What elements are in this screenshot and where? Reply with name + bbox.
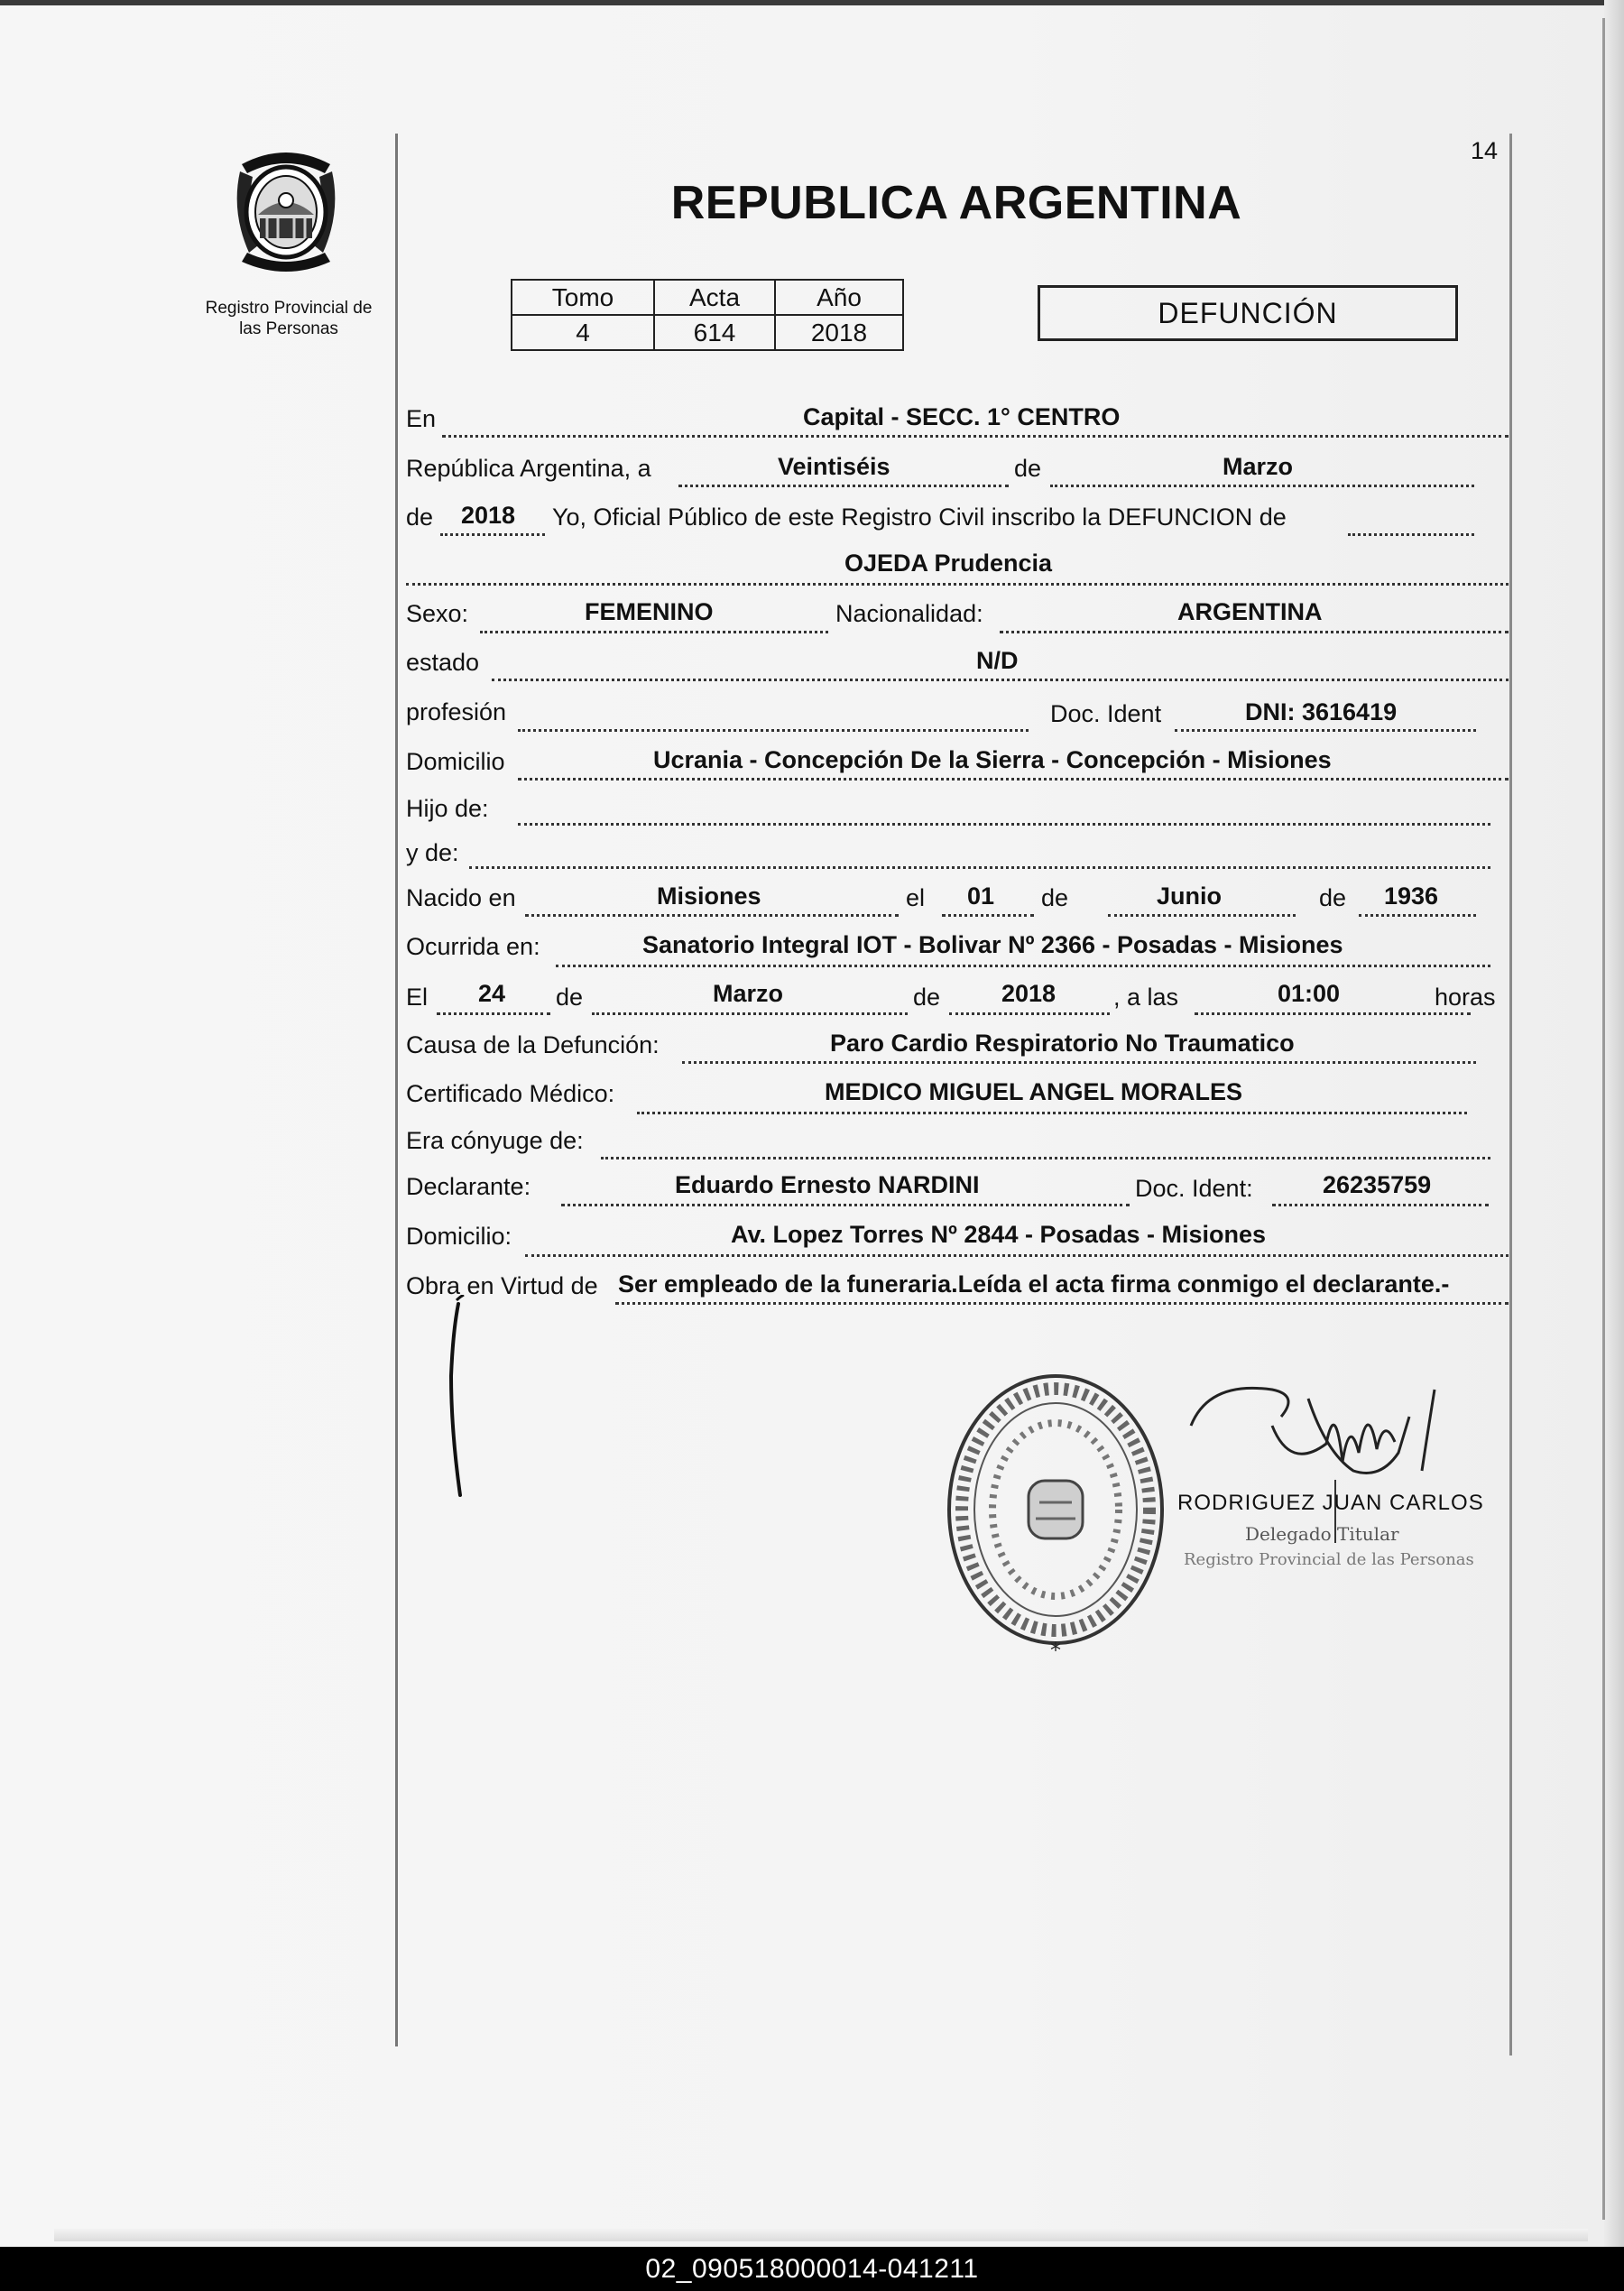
def-dia-value: 24	[478, 980, 506, 1007]
dotted-line	[518, 729, 1029, 732]
official-name: RODRIGUEZ JUAN CARLOS	[1177, 1491, 1484, 1515]
dotted-line	[525, 914, 899, 917]
acta-header: Acta	[654, 280, 775, 315]
dotted-line	[942, 914, 1034, 917]
doc-ident-value: DNI: 3616419	[1245, 698, 1398, 725]
nac-anio-value: 1936	[1384, 882, 1439, 910]
obra-label: Obra en Virtud de	[406, 1272, 598, 1299]
en-label: En	[406, 405, 437, 432]
registry-name	[180, 298, 397, 339]
anio-value: 2018	[461, 502, 516, 529]
profesion-label: profesión	[406, 698, 507, 725]
registry-name-line1: Registro Provincial de	[205, 299, 373, 318]
republica-label: República Argentina, a	[406, 455, 651, 482]
signature-icon	[1173, 1363, 1471, 1543]
svg-text:*: *	[1050, 1638, 1061, 1663]
hijo-de-label: Hijo de:	[406, 795, 489, 822]
dotted-line	[682, 1061, 1476, 1064]
sexo-label: Sexo:	[406, 600, 469, 627]
ocurrida-value: Sanatorio Integral IOT - Bolivar Nº 2366 - Posadas - Misiones	[642, 931, 1343, 958]
dotted-line	[518, 823, 1490, 826]
tomo-header: Tomo	[512, 280, 654, 315]
estado-label: estado	[406, 649, 480, 676]
el-label: El	[406, 984, 429, 1011]
dotted-line	[1272, 1204, 1489, 1206]
official-office: Registro Provincial de las Personas	[1184, 1550, 1474, 1569]
dotted-line	[1175, 729, 1476, 732]
dotted-line	[492, 679, 1509, 681]
anio-value: 2018	[775, 315, 903, 350]
dotted-line	[469, 866, 1490, 869]
nac-mes-value: Junio	[1157, 882, 1222, 910]
dotted-line	[440, 533, 545, 536]
record-id-table	[511, 279, 904, 351]
declarante-label: Declarante:	[406, 1173, 531, 1200]
dotted-line	[615, 1302, 1509, 1305]
anio-header: Año	[775, 280, 903, 315]
misiones-coat-of-arms-icon	[222, 144, 350, 280]
certificado-value: MEDICO MIGUEL ANGEL MORALES	[825, 1078, 1243, 1105]
dotted-line	[592, 1012, 908, 1015]
dia-texto-value: Veintiséis	[778, 453, 890, 480]
a-las-label: , a las	[1113, 984, 1179, 1011]
def-anio-value: 2018	[1001, 980, 1057, 1007]
estado-value: N/D	[976, 647, 1019, 674]
dotted-line	[406, 583, 1509, 586]
declarante-domicilio-value: Av. Lopez Torres Nº 2844 - Posadas - Misiones	[731, 1221, 1267, 1248]
right-margin-rule	[1509, 134, 1512, 2055]
ocurrida-label: Ocurrida en:	[406, 933, 540, 960]
left-margin-rule	[395, 134, 398, 2046]
dotted-line	[949, 1012, 1110, 1015]
official-role: Delegado Titular	[1245, 1523, 1399, 1545]
lugar-value: Capital - SECC. 1° CENTRO	[803, 403, 1121, 430]
def-mes-value: Marzo	[713, 980, 784, 1007]
domicilio-label: Domicilio	[406, 748, 505, 775]
dotted-line	[525, 1254, 1509, 1257]
dotted-line	[1000, 631, 1509, 633]
official-stamp-icon	[938, 1367, 1173, 1665]
page-number: 14	[1471, 137, 1499, 164]
horas-label: horas	[1435, 984, 1496, 1011]
certificado-label: Certificado Médico:	[406, 1080, 615, 1107]
deceased-name: OJEDA Prudencia	[844, 550, 1053, 577]
acta-value: 614	[654, 315, 775, 350]
domicilio-value: Ucrania - Concepción De la Sierra - Concepción - Misiones	[653, 746, 1332, 773]
causa-label: Causa de la Defunción:	[406, 1031, 660, 1058]
de-label: de	[913, 984, 941, 1011]
causa-value: Paro Cardio Respiratorio No Traumatico	[830, 1030, 1295, 1057]
dotted-line	[1359, 914, 1476, 917]
declarante-doc-value: 26235759	[1323, 1171, 1432, 1198]
nacido-en-label: Nacido en	[406, 884, 516, 911]
page-title: REPUBLICA ARGENTINA	[670, 177, 1242, 229]
pen-strike-mark	[433, 1295, 487, 1502]
nacionalidad-label: Nacionalidad:	[835, 600, 983, 627]
inscribo-text: Yo, Oficial Público de este Registro Civil inscribo la DEFUNCION de	[552, 503, 1287, 531]
doc-ident-label: Doc. Ident	[1050, 700, 1162, 727]
declarante-value: Eduardo Ernesto NARDINI	[675, 1171, 980, 1198]
declarante-domicilio-label: Domicilio:	[406, 1223, 512, 1250]
de-label: de	[1014, 455, 1042, 482]
conyuge-label: Era cónyuge de:	[406, 1127, 584, 1154]
sexo-value: FEMENINO	[585, 598, 714, 625]
y-de-label: y de:	[406, 839, 459, 866]
scan-shadow	[54, 2229, 1588, 2241]
dotted-line	[437, 1012, 550, 1015]
dotted-line	[561, 1204, 1130, 1206]
nacionalidad-value: ARGENTINA	[1177, 598, 1323, 625]
dotted-line	[678, 485, 1009, 487]
mes-value: Marzo	[1223, 453, 1294, 480]
obra-value: Ser empleado de la funeraria.Leída el acta firma conmigo el declarante.-	[618, 1270, 1450, 1298]
scan-edge-right	[1604, 0, 1624, 2247]
declarante-doc-label: Doc. Ident:	[1135, 1175, 1253, 1202]
de-label: de	[406, 503, 434, 531]
dotted-line	[442, 435, 1509, 438]
nacido-en-value: Misiones	[657, 882, 761, 910]
de-label: de	[1041, 884, 1069, 911]
dotted-line	[1195, 1012, 1471, 1015]
scan-inner-edge	[1602, 18, 1605, 2220]
scan-edge-top	[0, 0, 1624, 5]
scan-file-id: 02_090518000014-041211	[645, 2254, 979, 2284]
document-type-box: DEFUNCIÓN	[1038, 285, 1458, 341]
de-label: de	[556, 984, 584, 1011]
dotted-line	[518, 778, 1509, 781]
dotted-line	[601, 1157, 1490, 1159]
dotted-line	[1050, 485, 1474, 487]
el-label: el	[906, 884, 926, 911]
dotted-line	[1108, 914, 1296, 917]
dotted-line	[1348, 533, 1474, 536]
hora-value: 01:00	[1278, 980, 1341, 1007]
dotted-line	[480, 631, 828, 633]
nac-dia-value: 01	[967, 882, 995, 910]
dotted-line	[637, 1112, 1467, 1114]
tomo-value: 4	[512, 315, 654, 350]
registry-name-line2: las Personas	[239, 319, 338, 338]
de-label: de	[1319, 884, 1347, 911]
dotted-line	[556, 965, 1490, 967]
